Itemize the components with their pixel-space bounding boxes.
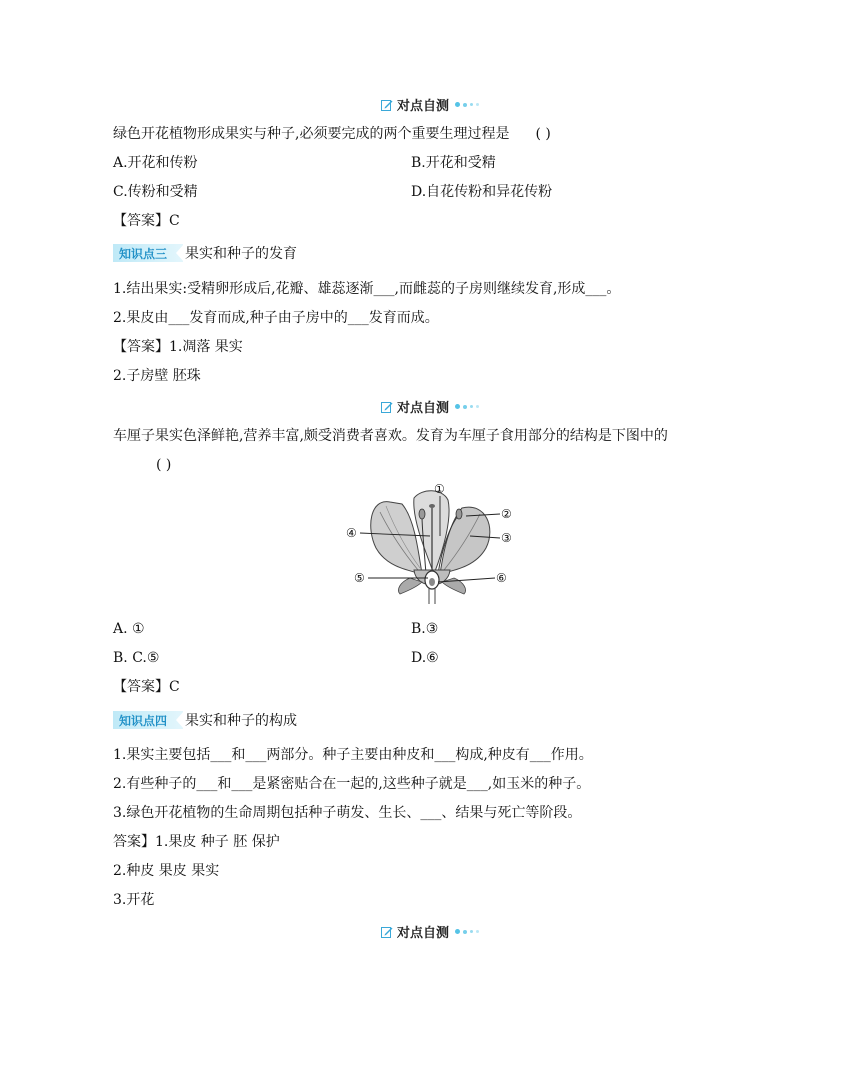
answer-bracket: ( ): [156, 457, 172, 473]
pencil-icon: [381, 401, 393, 413]
kp4-line-2: 2.有些种子的___和___是紧密贴合在一起的,这些种子就是___,如玉米的种子。: [113, 776, 591, 792]
dots-decoration: [455, 929, 479, 934]
section-header-label: 对点自测: [396, 401, 449, 416]
q1-option-a: A.开花和传粉: [113, 155, 198, 171]
section-header-label: 对点自测: [396, 99, 449, 114]
question-2-stem: 车厘子果实色泽鲜艳,营养丰富,颇受消费者喜欢。发育为车厘子食用部分的结构是下图中的: [113, 428, 668, 444]
q2-option-a: A. ①: [113, 621, 145, 637]
q2-option-c: B. C.⑤: [113, 650, 160, 666]
kp4-answer-1: 答案】1.果皮 种子 胚 保护: [113, 834, 280, 850]
figure-label-5: ⑤: [354, 571, 365, 585]
flower-diagram: [330, 478, 530, 606]
figure-label-4: ④: [346, 526, 357, 540]
q2-option-b: B.③: [411, 621, 439, 637]
q2-answer: 【答案】C: [113, 679, 180, 695]
kp4-answer-3: 3.开花: [113, 892, 155, 908]
kp4-line-1: 1.果实主要包括___和___两部分。种子主要由种皮和___构成,种皮有___作用。: [113, 747, 593, 763]
figure-label-2: ②: [501, 507, 512, 521]
kp4-answer-2: 2.种皮 果皮 果实: [113, 863, 220, 879]
q1-answer: 【答案】C: [113, 213, 180, 229]
q1-option-d: D.自花传粉和异花传粉: [411, 184, 553, 200]
section-header-label: 对点自测: [396, 926, 449, 941]
kp4-line-3: 3.绿色开花植物的生命周期包括种子萌发、生长、___、结果与死亡等阶段。: [113, 805, 582, 821]
section-header-self-test: [0, 922, 860, 940]
figure-label-6: ⑥: [496, 571, 507, 585]
flower-illustration: [371, 491, 490, 604]
answer-bracket: ( ): [535, 126, 551, 142]
knowledge-point-title: 果实和种子的构成: [185, 713, 298, 729]
knowledge-point-tag: 知识点四: [113, 711, 183, 729]
knowledge-point-3-heading: [113, 243, 297, 263]
figure-label-1: ①: [434, 482, 445, 496]
pencil-icon: [381, 926, 393, 938]
dots-decoration: [455, 102, 479, 107]
kp3-line-1: 1.结出果实:受精卵形成后,花瓣、雄蕊逐渐___,而雌蕊的子房则继续发育,形成___。: [113, 281, 621, 297]
q2-option-d: D.⑥: [411, 650, 439, 666]
kp3-line-2: 2.果皮由___发育而成,种子由子房中的___发育而成。: [113, 310, 439, 326]
knowledge-point-4-heading: [113, 710, 297, 730]
kp3-answer-2: 2.子房壁 胚珠: [113, 368, 201, 384]
figure-label-3: ③: [501, 531, 512, 545]
knowledge-point-title: 果实和种子的发育: [185, 246, 298, 262]
kp3-answer-1: 【答案】1.凋落 果实: [113, 339, 243, 355]
knowledge-point-tag: 知识点三: [113, 244, 183, 262]
q1-option-c: C.传粉和受精: [113, 184, 198, 200]
question-1-stem: 绿色开花植物形成果实与种子,必须要完成的两个重要生理过程是 ( ): [113, 126, 551, 142]
section-header-self-test: [0, 95, 860, 113]
q1-option-b: B.开花和受精: [411, 155, 496, 171]
pencil-icon: [381, 99, 393, 111]
section-header-self-test: [0, 397, 860, 415]
dots-decoration: [455, 404, 479, 409]
